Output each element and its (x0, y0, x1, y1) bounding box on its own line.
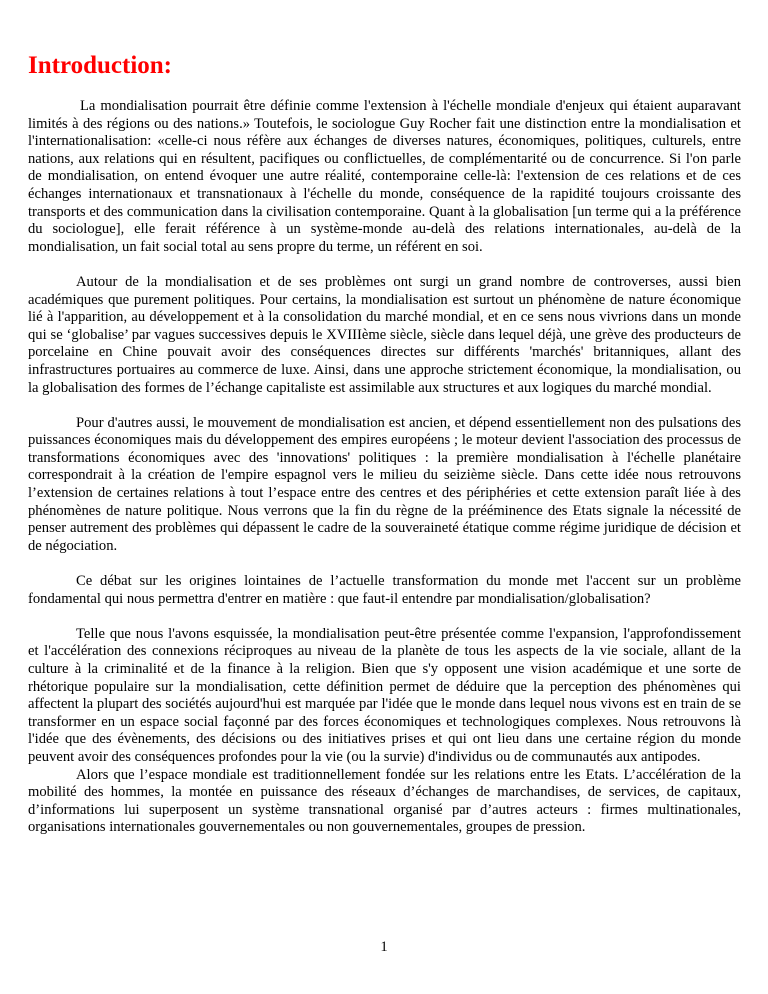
paragraph-4: Ce débat sur les origines lointaines de l’actuelle transformation du monde met l'accent sur un problème fondamental qui nous permettra d'entrer en matière : que faut-il entendre par mondialisation/globalisation? (28, 573, 741, 607)
paragraph-1: La mondialisation pourrait être définie comme l'extension à l'échelle mondiale d'enjeux qui étaient auparavant limités à des régions ou des nations.» Toutefois, le sociologue Guy Rocher fait une distinction entre la mondialisation et l'internationalisation: «celle-ci nous réfère aux échanges de diverses natures, économiques, politiques, culturels, entre nations, aux relations qui en résultent, pacifiques ou conflictuelles, de complémentarité ou de concurrence. Si l'on parle de mondialisation, on entend évoquer une autre réalité, contemporaine celle-là: l'extension de ces relations et de ces échanges internationaux et transnationaux à l'échelle du monde, conséquence de la rapidité toujours croissante des transports et des communication dans la civilisation contemporaine. Quant à la globalisation [un terme qui a la préférence du sociologue], elle ferait référence à un système-monde au-delà des relations internationales, au-delà de la mondialisation, un fait social total au sens propre du terme, un référent en soi. (28, 98, 741, 255)
document-body (28, 98, 741, 837)
paragraph-6: Alors que l’espace mondiale est traditionnellement fondée sur les relations entre les Etats. L’accélération de la mobilité des hommes, la montée en puissance des réseaux d’échanges de marchandises, de services, de capitaux, d’informations lui superposent un système transnational organisé par d’autres acteurs : firmes multinationales, organisations internationales gouvernementales ou non gouvernementales, groupes de pression. (28, 766, 741, 836)
paragraph-5: Telle que nous l'avons esquissée, la mondialisation peut-être présentée comme l'expansion, l'approfondissement et l'accélération des connexions réciproques au niveau de la planète de tous les aspects de la vie sociale, allant de la culture à la criminalité et de la finance à la religion. Bien que s'y opposent une vision académique et une sorte de rhétorique populaire sur la mondialisation, cette définition permet de déduire que la perception des phénomènes qui affectent la plupart des sociétés aujourd'hui est marquée par l'idée que le monde dans lequel nous vivons est en train de se transformer en un espace social façonné par des forces économiques et technologiques complexes. Nous retrouvons là l'idée que des évènements, des décisions ou des initiatives prises et qui ont lieu dans une certaine région du monde peuvent avoir des conséquences profondes pour la vie (ou la survie) d'individus ou de communautés aux antipodes. (28, 625, 741, 765)
page-number: 1 (380, 939, 388, 955)
paragraph-3: Pour d'autres aussi, le mouvement de mondialisation est ancien, et dépend essentiellement non des pulsations des puissances économiques mais du développement des empires européens ; le moteur devient l'association des processus de transformations économiques avec des 'innovations' politiques : la première mondialisation à l'échelle planétaire correspondrait à la création de l'empire espagnol vers le milieu du seizième siècle. Dans cette idée nous retrouvons l’extension de certaines relations à tout l’espace entre des centres et des périphéries et cette extension paraît liée à des phénomènes de nature politique. Nous verrons que la fin du règne de la prééminence des Etats signale la nécessité de penser autrement des problèmes qui dépassent le cadre de la souveraineté étatique comme régime juridique de décision et de négociation. (28, 414, 741, 554)
page-title: Introduction: (28, 52, 173, 79)
paragraph-2: Autour de la mondialisation et de ses problèmes ont surgi un grand nombre de controverses, aussi bien académiques que purement politiques. Pour certains, la mondialisation est surtout un phénomène de nature économique lié à l'apparition, au développement et à la consolidation du marché mondial, et en ce sens nous vivrions dans un monde qui se ‘globalise’ par vagues successives depuis le XVIIIème siècle, siècle dans lequel déjà, une grève des producteurs de porcelaine en Chine pouvait avoir des conséquences directes sur différents 'marchés' britanniques, allant des infrastructures portuaires au commerce de luxe. Ainsi, dans une approche strictement économique, la mondialisation, ou la globalisation des formes de l’échange capitaliste est assimilable aux structures et aux logiques du marché mondial. (28, 273, 741, 396)
